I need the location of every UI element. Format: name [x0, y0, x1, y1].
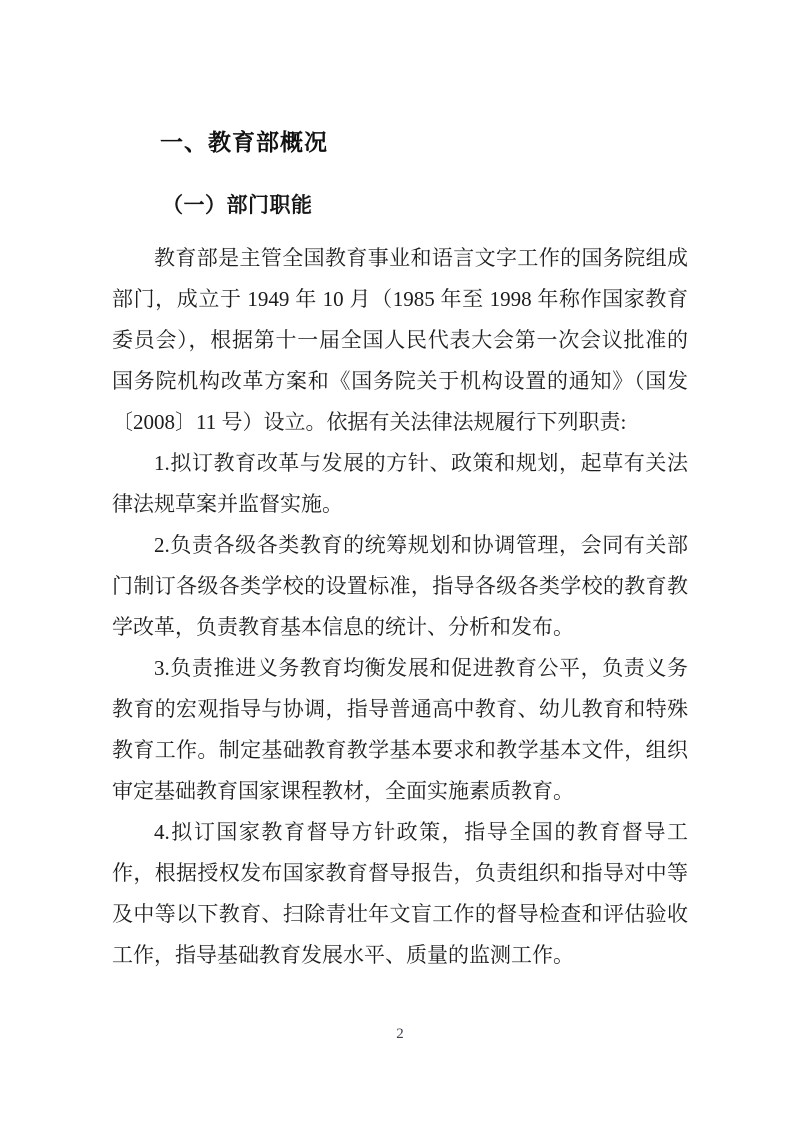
paragraph-duty-4: 4.拟订国家教育督导方针政策，指导全国的教育督导工作，根据授权发布国家教育督导报告，负责组织和指导对中等及中等以下教育、扫除青壮年文盲工作的督导检查和评估验收工作，指导基础教育发展水平、质量的监测工作。 [112, 820, 688, 967]
paragraph-intro: 教育部是主管全国教育事业和语言文字工作的国务院组成部门，成立于 1949 年 10 月（1985 年至 1998 年称作国家教育委员会），根据第十一届全国人民代表大会第一次会议批准的国务院机构改革方案和《国务院关于机构设置的通知》（国发〔2008〕11 号）设立。依据有关法律法规履行下列职责: [112, 246, 688, 434]
section-heading: 一、教育部概况 [160, 129, 328, 155]
paragraph-duty-1: 1.拟订教育改革与发展的方针、政策和规划，起草有关法律法规草案并监督实施。 [112, 451, 688, 516]
sub-heading: （一）部门职能 [162, 193, 313, 217]
paragraph-duty-3: 3.负责推进义务教育均衡发展和促进教育公平，负责义务教育的宏观指导与协调，指导普通高中教育、幼儿教育和特殊教育工作。制定基础教育教学基本要求和教学基本文件，组织审定基础教育国家课程教材，全面实施素质教育。 [112, 656, 688, 803]
paragraph-duty-2: 2.负责各级各类教育的统筹规划和协调管理，会同有关部门制订各级各类学校的设置标准，指导各级各类学校的教育教学改革，负责教育基本信息的统计、分析和发布。 [112, 533, 688, 639]
page-number: 2 [396, 1026, 404, 1042]
body-text [112, 238, 688, 976]
